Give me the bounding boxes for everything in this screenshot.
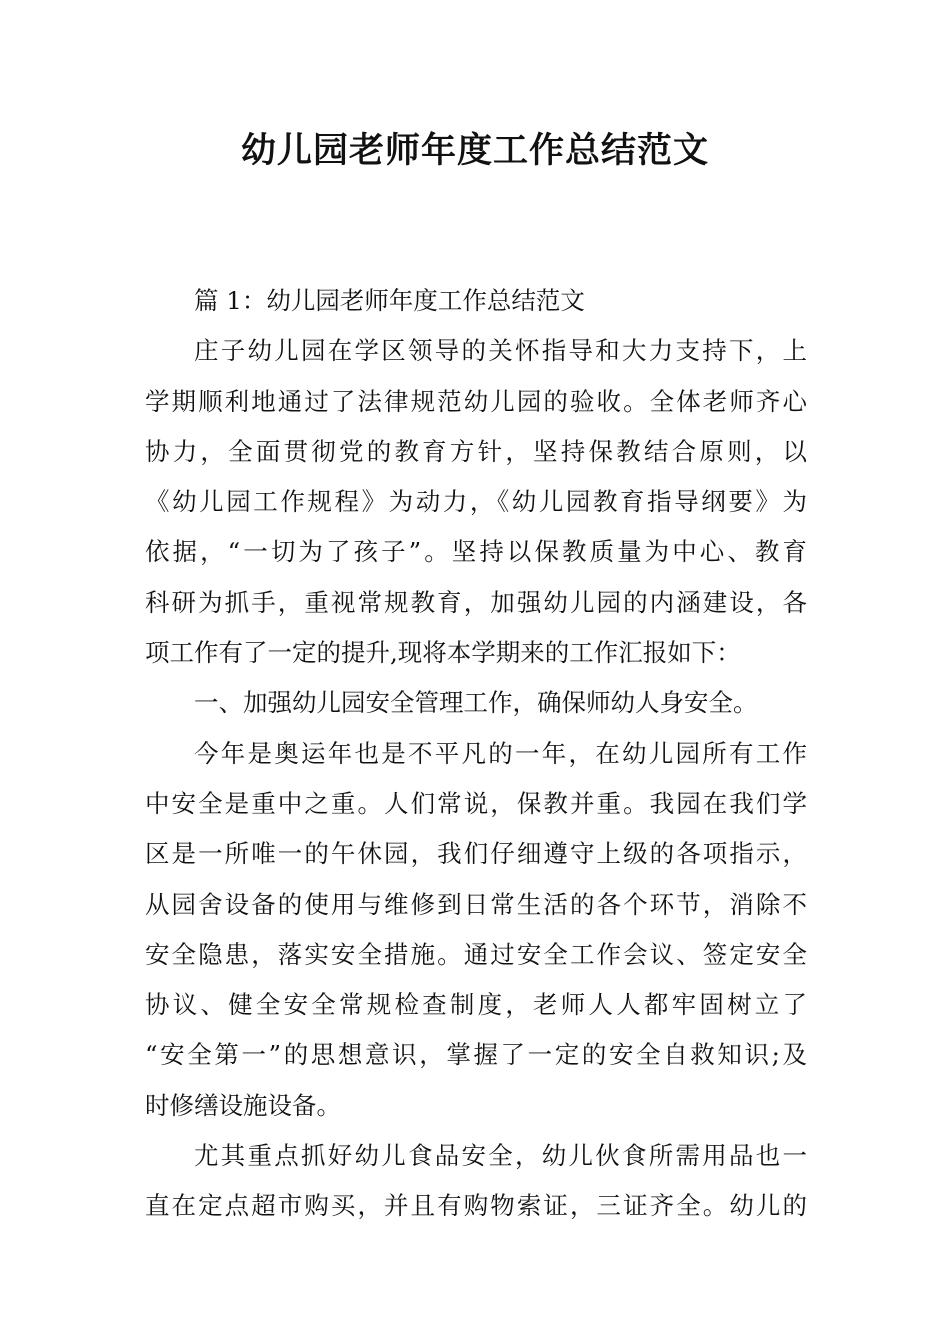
text-line: 安全隐患，落实安全措施。通过安全工作会议、签定安全 [145, 939, 807, 969]
safety-paragraph [145, 729, 807, 1131]
text-line: 今年是奥运年也是不平凡的一年，在幼儿园所有工作 [194, 738, 807, 768]
text-line: 科研为抓手，重视常规教育，加强幼儿园的内涵建设，各 [145, 587, 807, 617]
text-line: 尤其重点抓好幼儿食品安全，幼儿伙食所需用品也一 [194, 1141, 807, 1171]
text-line: 学期顺利地通过了法律规范幼儿园的验收。全体老师齐心 [145, 386, 807, 416]
text-line: 时修缮设施设备。 [145, 1090, 341, 1120]
text-line: “安全第一”的思想意识，掌握了一定的安全自救知识;及 [145, 1040, 807, 1070]
text-line: 一、加强幼儿园安全管理工作，确保师幼人身安全。 [194, 688, 758, 718]
text-line: 篇 1：幼儿园老师年度工作总结范文 [194, 286, 585, 315]
text-line: 中安全是重中之重。人们常说，保教并重。我园在我们学 [145, 788, 807, 818]
text-line: 项工作有了一定的提升,现将本学期来的工作汇报如下： [145, 638, 741, 668]
text-line: 《幼儿园工作规程》为动力，《幼儿园教育指导纲要》为 [145, 487, 807, 517]
text-line: 区是一所唯一的午休园，我们仔细遵守上级的各项指示， [145, 839, 807, 869]
text-line: 依据，“一切为了孩子”。坚持以保教质量为中心、教育 [145, 537, 807, 567]
document-title: 幼儿园老师年度工作总结范文 [240, 131, 709, 171]
document-body [145, 276, 807, 1232]
text-line: 协议、健全安全常规检查制度，老师人人都牢固树立了 [145, 990, 807, 1020]
text-line: 直在定点超市购买，并且有购物索证，三证齐全。幼儿的 [145, 1191, 807, 1221]
text-line: 从园舍设备的使用与维修到日常生活的各个环节，消除不 [145, 889, 807, 919]
section-heading-safety [145, 678, 807, 728]
intro-paragraph [145, 326, 807, 678]
food-safety-paragraph [145, 1131, 807, 1232]
text-line: 庄子幼儿园在学区领导的关怀指导和大力支持下，上 [194, 336, 807, 366]
text-line: 协力，全面贯彻党的教育方针，坚持保教结合原则，以 [145, 436, 807, 466]
section-heading-part-1 [145, 276, 807, 326]
